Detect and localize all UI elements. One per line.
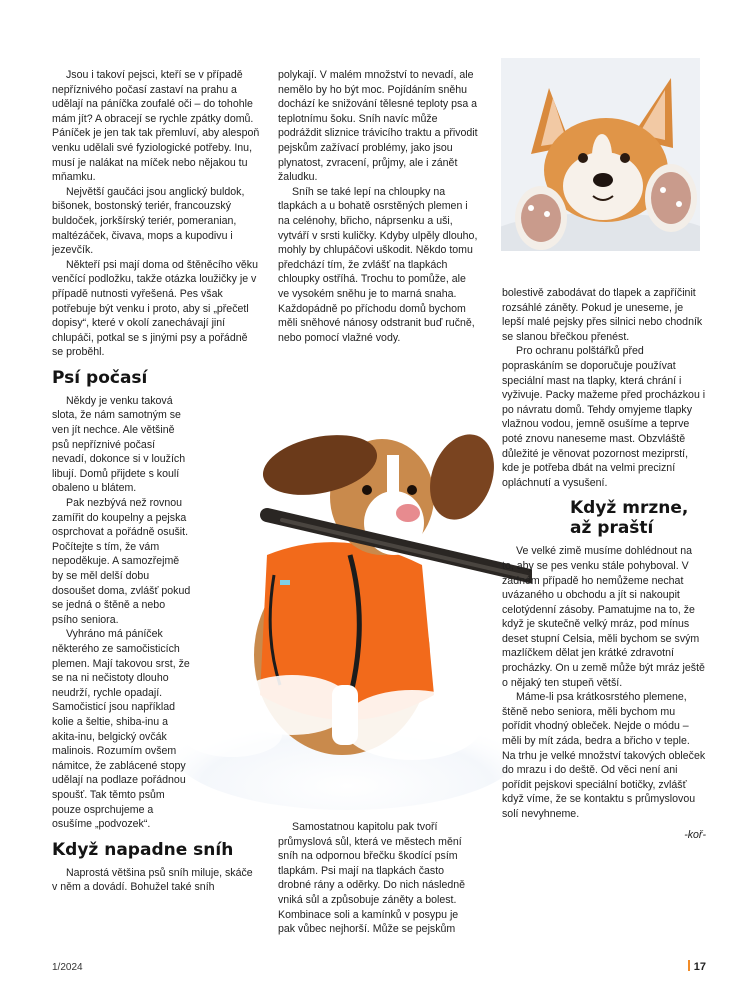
accent-bar xyxy=(688,960,690,971)
author-signature: -koř- xyxy=(684,828,706,841)
section-heading-frost: Když mrzne, až praští xyxy=(570,498,689,539)
corgi-illustration xyxy=(501,58,700,251)
paragraph: Pro ochranu polštářků před popraskáním se doporučuje používat speciální mast na tlapky, která chrání i vyživuje. Packy mažeme před procházkou i po návratu domů. Tehdy omyjeme tlapky vlažnou vodou, jemně osušíme a teprve poté znovu naneseme mast. Obzvláště důležité je věnovat pozornost meziprstí, kde je potřeba dbát na velmi precizní opláchnutí a vysušení. xyxy=(502,345,706,489)
paragraph: polykají. V malém množství to nevadí, ale nemělo by ho být moc. Pojídáním sněhu dochází ke snižování tělesné teploty psa a teplotnímu šoku. Sníh navíc může podráždit sliznice trávicího traktu a přivodit pejskům zažívací problémy, jako jsou plynatost, zvracení, průjmy, ale i zánět žaludku. xyxy=(278,69,478,184)
paragraph: Největší gaučáci jsou anglický buldok, bišonek, bostonský teriér, francouzský buldoček, jorkšírský teriér, pomeranian, maltézáček, čivava, mops a kupodivu i jezevčík. xyxy=(52,185,245,257)
paragraph: Sníh se také lepí na chloupky na tlapkách a u bohatě osrstěných plemen i na celénohy, břicho, náprsenku a uši, vytváří v srsti kuličky. Kdyby ulpěly dlouho, mohly by chlupáčovi uškodit. Někdo tomu předchází tím, že zvlášť na tlapkách chloupky ostříhá. Trochu to pomůže, ale ve vysokém sněhu je to marná snaha. Každopádně po příchodu domů bychom měli sněhové nánosy odstranit buď ručně, nebo pomocí vlažné vody. xyxy=(278,185,478,344)
paragraph: Někteří psi mají doma od štěněcího věku venčící podložku, takže otázka loužičky je v případě nutnosti vyřešená. Pes však potřebuje být venku i proto, aby si „přečetl dopisy“, které v okolí zanechávají jiní chlupáči, potkal se s jinými psy a pořádně se proběhl. xyxy=(52,258,258,359)
paragraph: Máme-li psa krátkosrstého plemene, štěně nebo seniora, měli bychom mu pořídit vhodný obleček. Nejde o módu – měli by mít záda, bedra a břicho v teple. Na trhu je velké množství takových obleček do mrazu i do deště. Od věci není ani pořídit pejskovi speciální botičky, zvlášť když víme, že se kontaktu s průmyslovou solí nevyhneme. xyxy=(502,691,706,820)
paragraph: Samostatnou kapitolu pak tvoří průmyslová sůl, která ve městech mění sníh na odpornou břečku škodící psím tlapkám. Psi mají na tlapkách často drobné rány a oděrky. Do nich následně vniká sůl a způsobuje záněty a bolest. Kombinace soli a kamínků v posypu je pak vůbec nejhorší. Může se pejskům xyxy=(278,821,466,936)
corgi-photo xyxy=(501,58,700,251)
article-column-1 xyxy=(52,68,260,895)
article-column-2-bottom xyxy=(278,820,478,937)
page-number: 17 xyxy=(693,961,706,973)
section-heading-weather: Psí počasí xyxy=(52,367,148,388)
paragraph: Ve velké zimě musíme dohlédnout na to, aby se pes venku stále pohyboval. V žádném případě ho nemůžeme nechat uvázaného u obchodu a jít si nakoupit celotýdenní zásoby. Pamatujme na to, že když je skutečně velký mráz, pod mínus deset stupní Celsia, měli bychom se svým mazlíčkem dělat jen krátké zdravotní procházky. On u země může být mráz ještě o nějaký ten stupeň větší. xyxy=(502,545,705,689)
paragraph: Naprostá většina psů sníh miluje, skáče v něm a dovádí. Bohužel také sníh xyxy=(52,866,253,894)
paragraph: Vyhráno má páníček některého ze samočisticích plemen. Mají takovou srst, že se na ni nečistoty dlouho neudrží, rychle opadají. Samočisticí jsou například kolie a šeltie, shiba-inu a akita-inu, belgický ovčák malinois. Rozumím ovšem námitce, že zablácené stopy udělají na podlaze pořádnou spoušť. Tak těmto psům pouze osprchujeme a osušíme „podvozek“. xyxy=(52,628,190,831)
paragraph: Jsou i takoví pejsci, kteří se v případě nepříznivého počasí zastaví na prahu a udělají na páníčka zoufalé oči – do tohohle mám jít? A obracejí se rychle zpátky domů. Páníček je jen tak tak přemluví, aby alespoň venku udělali své fyziologické potřeby. Inu, musí je nalákat na míček nebo nějakou tu mňamku. xyxy=(52,69,260,184)
article-column-2 xyxy=(278,68,478,345)
paragraph: Pak nezbývá než rovnou zamířit do koupelny a pejska osprchovat a pořádně osušit. Počítejte s tím, že vám nepoděkuje. A samozřejmě by se měl delší dobu dosoušet doma, zvlášť pokud se jedná o štěně a nebo psího seniora. xyxy=(52,497,191,626)
paragraph: Někdy je venku taková slota, že nám samotným se ven jít nechce. Ale většině psů nepříznivé počasí nevadí, dokonce si v loužích libují. Domů přijdete s koulí obaleno u blátem. xyxy=(52,394,186,495)
section-heading-snow: Když napadne sníh xyxy=(52,839,234,860)
paragraph: bolestivě zabodávat do tlapek a zapříčinit rozsáhlé záněty. Pokud je uneseme, je lepší malé pejsky přes silnici nebo chodník se slanou břečkou přenést. xyxy=(502,287,703,343)
issue-number: 1/2024 xyxy=(52,962,83,973)
article-column-3 xyxy=(502,286,706,842)
page-number-block xyxy=(688,960,706,973)
